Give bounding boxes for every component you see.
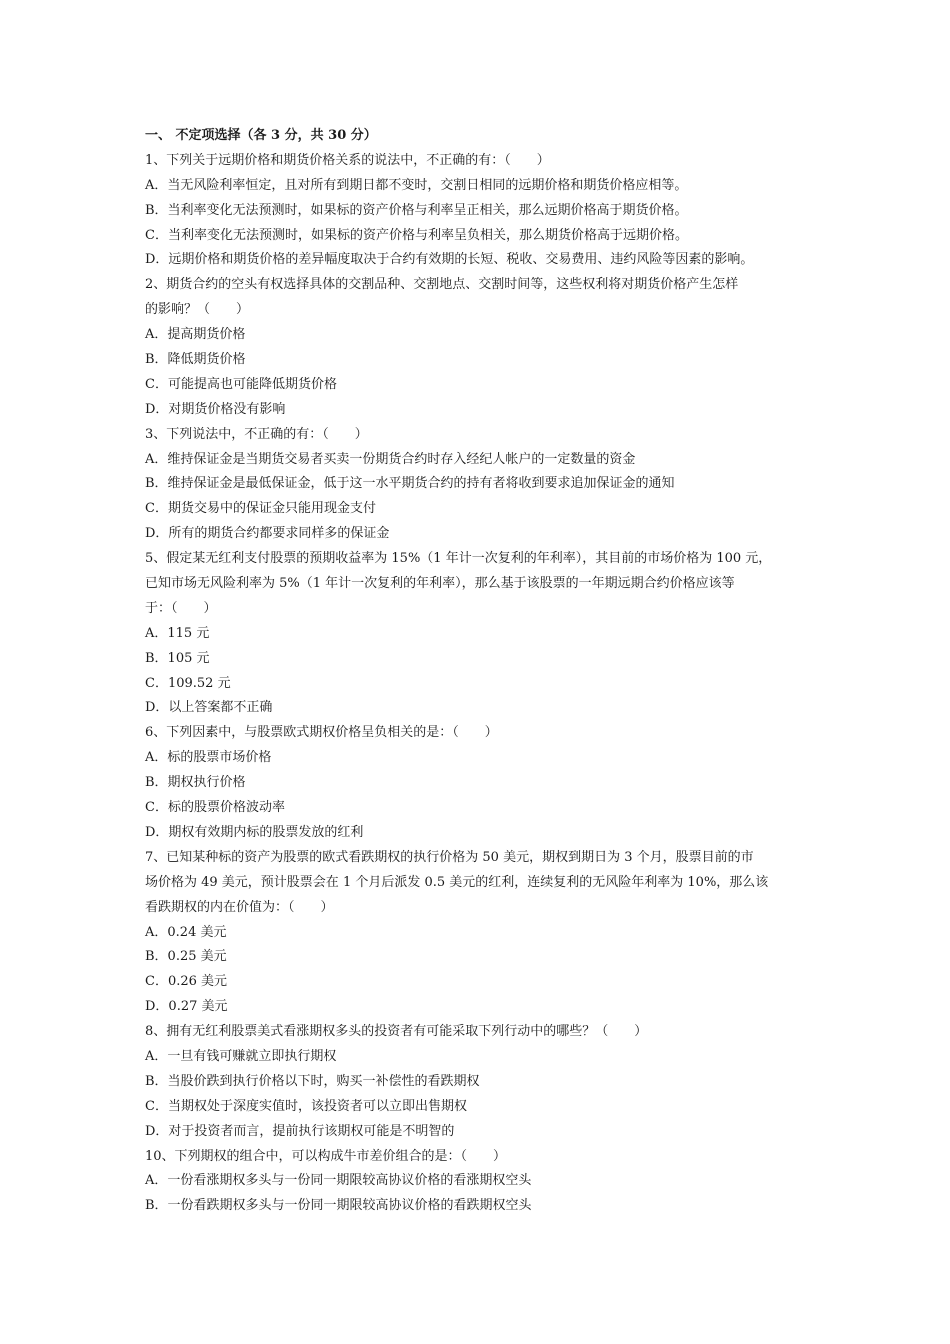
answer-option: A．一旦有钱可赚就立即执行期权 <box>145 1048 337 1064</box>
question-stem-line: 已知市场无风险利率为 5%（1 年计一次复利的年利率），那么基于该股票的一年期远期合约价格应该等 <box>145 576 735 592</box>
answer-option: A．提高期货价格 <box>145 327 246 343</box>
answer-option: D．对期货价格没有影响 <box>145 401 286 417</box>
answer-option: D．对于投资者而言，提前执行该期权可能是不明智的 <box>145 1123 455 1139</box>
answer-option: B．维持保证金是最低保证金，低于这一水平期货合约的持有者将收到要求追加保证金的通知 <box>145 476 675 492</box>
document-page <box>145 124 825 1219</box>
answer-option: C．标的股票价格波动率 <box>145 800 285 816</box>
question-stem-line: 10、下列期权的组合中，可以构成牛市差价组合的是：（ ） <box>145 1148 507 1164</box>
question-stem-line: 看跌期权的内在价值为：（ ） <box>145 899 334 915</box>
answer-option: B．一份看跌期权多头与一份同一期限较高协议价格的看跌期权空头 <box>145 1198 532 1214</box>
answer-option: B．降低期货价格 <box>145 352 246 368</box>
question-block <box>145 149 825 273</box>
answer-option: A．115 元 <box>145 625 210 641</box>
answer-option: C．可能提高也可能降低期货价格 <box>145 376 337 392</box>
answer-option: D．所有的期货合约都要求同样多的保证金 <box>145 526 390 542</box>
answer-option: C．期货交易中的保证金只能用现金支付 <box>145 501 376 517</box>
question-stem-line: 3、下列说法中，不正确的有：（ ） <box>145 426 368 442</box>
answer-option: C．109.52 元 <box>145 675 231 691</box>
question-block <box>145 846 825 1020</box>
question-block <box>145 547 825 721</box>
question-stem-line: 5、假定某无红利支付股票的预期收益率为 15%（1 年计一次复利的年利率），其目前的市场价格为 100 元， <box>145 551 772 567</box>
question-block <box>145 721 825 845</box>
question-block <box>145 423 825 547</box>
answer-option: A．一份看涨期权多头与一份同一期限较高协议价格的看涨期权空头 <box>145 1173 532 1189</box>
question-stem-line: 于：（ ） <box>145 600 217 616</box>
question-stem-line: 1、下列关于远期价格和期货价格关系的说法中，不正确的有：（ ） <box>145 152 550 168</box>
answer-option: B．当利率变化无法预测时，如果标的资产价格与利率呈正相关，那么远期价格高于期货价格。 <box>145 202 688 218</box>
question-stem-line: 7、已知某种标的资产为股票的欧式看跌期权的执行价格为 50 美元，期权到期日为 3 个月，股票目前的市 <box>145 849 754 865</box>
answer-option: C．0.26 美元 <box>145 974 228 990</box>
question-stem-line: 8、拥有无红利股票美式看涨期权多头的投资者有可能采取下列行动中的哪些？（ ） <box>145 1024 648 1040</box>
answer-option: A．0.24 美元 <box>145 924 227 940</box>
question-block <box>145 1020 825 1144</box>
answer-option: B．105 元 <box>145 650 210 666</box>
answer-option: B．当股价跌到执行价格以下时，购买一补偿性的看跌期权 <box>145 1073 480 1089</box>
answer-option: B．0.25 美元 <box>145 949 227 965</box>
section-title: 一、 不定项选择（各 3 分，共 30 分） <box>145 128 377 143</box>
question-stem-line: 2、期货合约的空头有权选择具体的交割品种、交割地点、交割时间等，这些权利将对期货价格产生怎样 <box>145 277 739 293</box>
answer-option: A．当无风险利率恒定，且对所有到期日都不变时，交割日相同的远期价格和期货价格应相等。 <box>145 177 688 193</box>
question-stem-line: 6、下列因素中，与股票欧式期权价格呈负相关的是：（ ） <box>145 725 498 741</box>
question-block <box>145 273 825 422</box>
answer-option: C．当利率变化无法预测时，如果标的资产价格与利率呈负相关，那么期货价格高于远期价格。 <box>145 227 688 243</box>
question-block <box>145 1145 825 1220</box>
answer-option: B．期权执行价格 <box>145 775 246 791</box>
answer-option: C．当期权处于深度实值时，该投资者可以立即出售期权 <box>145 1098 467 1114</box>
answer-option: A．标的股票市场价格 <box>145 750 272 766</box>
answer-option: D．远期价格和期货价格的差异幅度取决于合约有效期的长短、税收、交易费用、违约风险等因素的影响。 <box>145 252 754 268</box>
question-list <box>145 149 825 1219</box>
answer-option: D．期权有效期内标的股票发放的红利 <box>145 824 364 840</box>
answer-option: D．以上答案都不正确 <box>145 700 273 716</box>
answer-option: D．0.27 美元 <box>145 999 228 1015</box>
answer-option: A．维持保证金是当期货交易者买卖一份期货合约时存入经纪人帐户的一定数量的资金 <box>145 451 636 467</box>
question-stem-line: 的影响？（ ） <box>145 302 250 318</box>
question-stem-line: 场价格为 49 美元，预计股票会在 1 个月后派发 0.5 美元的红利，连续复利的无风险年利率为 10%，那么该 <box>145 874 769 890</box>
